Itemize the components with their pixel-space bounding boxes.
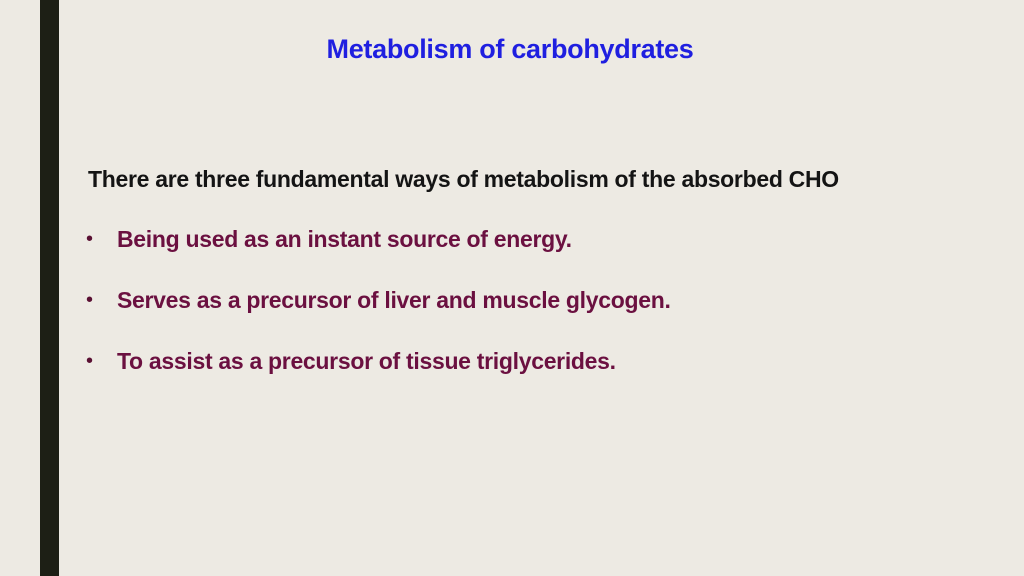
bullet-text: To assist as a precursor of tissue triglycerides. (117, 348, 616, 374)
intro-text: There are three fundamental ways of metabolism of the absorbed CHO (88, 166, 839, 192)
bullet-icon: • (86, 289, 94, 311)
bullet-text: Being used as an instant source of energy. (117, 226, 572, 252)
bullet-icon: • (86, 350, 94, 372)
bullet-icon: • (86, 228, 94, 250)
bullet-text: Serves as a precursor of liver and muscle glycogen. (117, 287, 671, 313)
left-accent-bar (40, 0, 59, 576)
slide-title: Metabolism of carbohydrates (326, 34, 694, 64)
